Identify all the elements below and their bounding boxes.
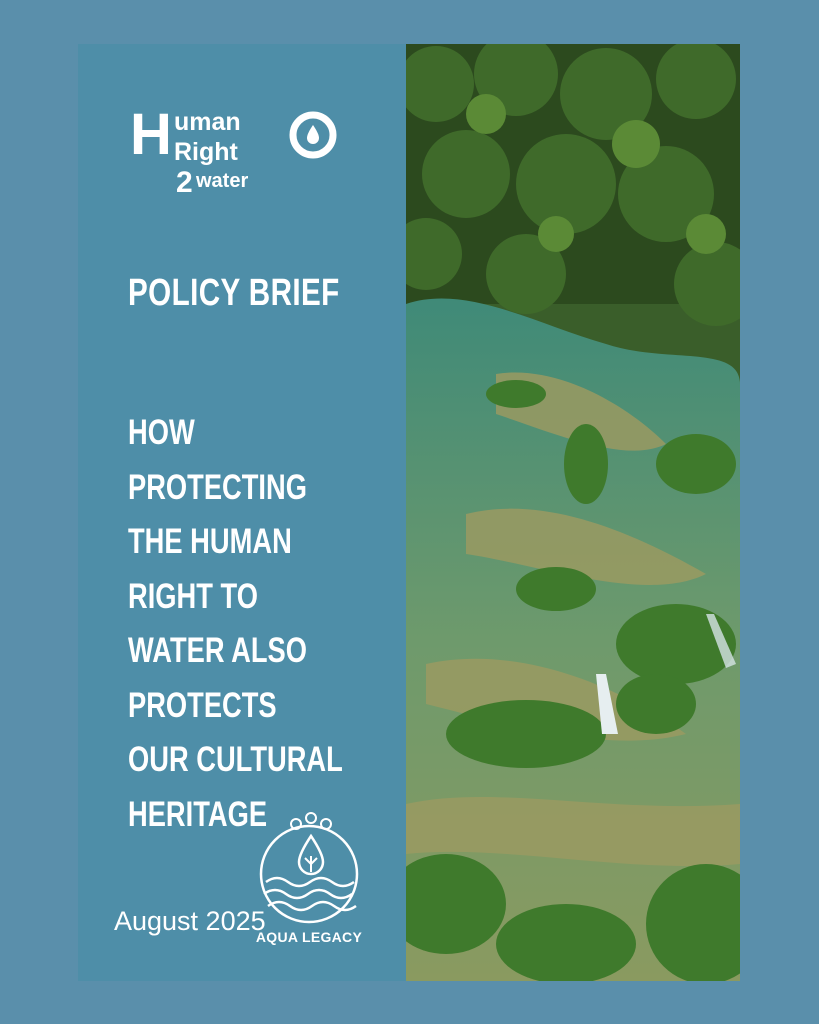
logo-line-2: Right: [174, 138, 238, 166]
water-drop-waves-emblem-icon: [254, 812, 364, 928]
publication-date: August 2025: [114, 906, 266, 936]
logo-digit: 2: [176, 166, 193, 199]
document-type-label: POLICY BRIEF: [128, 272, 340, 314]
headline-line: RIGHT TO: [128, 576, 258, 616]
partner-name: AQUA LEGACY: [255, 929, 363, 945]
headline-line: WATER ALSO: [128, 631, 307, 670]
headline-line: PROTECTS: [128, 685, 277, 725]
headline-line: HERITAGE: [128, 794, 268, 834]
policy-brief-cover: [78, 44, 740, 981]
logo-line-1: uman: [174, 108, 241, 136]
logo-big-letter: H: [130, 102, 172, 167]
water-drop-ring-icon: [288, 110, 338, 160]
headline-line: HOW: [128, 413, 195, 452]
headline-line: PROTECTING: [128, 467, 307, 507]
headline-line: THE HUMAN: [128, 522, 292, 561]
cover-headline: [128, 406, 409, 842]
logo-line-3: water: [196, 170, 249, 192]
headline-line: OUR CULTURAL: [128, 740, 343, 779]
aerial-river-photo: [406, 44, 740, 981]
human-right-2-water-logo: [130, 102, 346, 210]
river-forest-illustration: [406, 44, 740, 981]
